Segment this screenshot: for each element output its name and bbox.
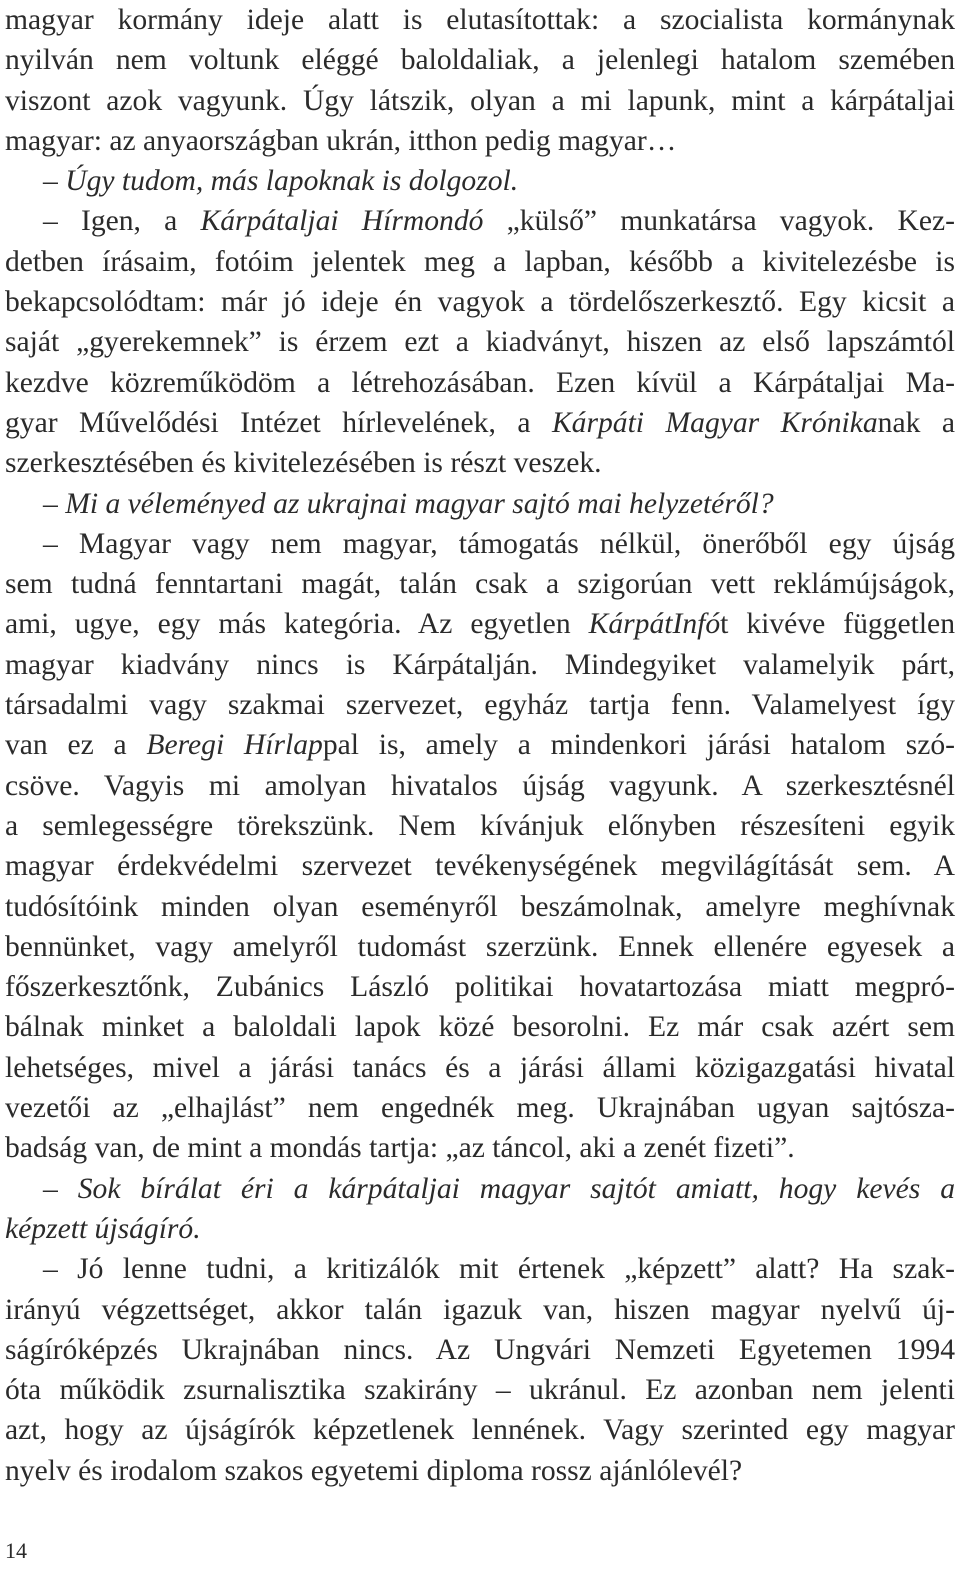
text-line [5, 1290, 955, 1330]
text-line [5, 645, 955, 685]
italic-text-run: Beregi Hírlap [146, 729, 323, 762]
page-body [5, 0, 955, 1491]
text-run: t kivéve független [720, 608, 955, 641]
text-line [5, 1370, 955, 1410]
text-run: ságíróképzés Ukrajnában nincs. Az Ungvári Nemzeti Egyetemen 1994 [5, 1333, 955, 1366]
text-line [5, 242, 955, 282]
text-line [5, 363, 955, 403]
text-run: lehetséges, mivel a járási tanács és a járási állami közigazgatási hivatal [5, 1051, 955, 1084]
text-line [5, 1169, 955, 1209]
italic-text-run: Úgy tudom, más lapoknak is dolgozol. [65, 165, 519, 198]
text-run: ami, ugye, egy más kategória. Az egyetlen [5, 608, 589, 641]
text-line [5, 1128, 955, 1168]
text-line [5, 443, 955, 483]
text-line [5, 1088, 955, 1128]
text-line [5, 846, 955, 886]
text-line [5, 40, 955, 80]
text-run: – Igen, a [43, 205, 201, 238]
text-line [5, 766, 955, 806]
text-line [5, 887, 955, 927]
text-line [5, 1330, 955, 1370]
text-run: – [43, 1172, 78, 1205]
text-run: – [43, 487, 66, 520]
text-line [5, 1249, 955, 1289]
text-run: szerkesztésében és kivitelezésében is részt veszek. [5, 447, 602, 480]
text-run: bekapcsolódtam: már jó ideje én vagyok a tördelőszerkesztő. Egy kicsit a [5, 286, 955, 319]
text-line [5, 564, 955, 604]
text-line [5, 927, 955, 967]
text-line [5, 282, 955, 322]
text-run: – Magyar vagy nem magyar, támogatás nélkül, önerőből egy újság [43, 527, 955, 560]
text-run: főszerkesztőnk, Zubánics László politikai hovatartozása miatt megpró- [5, 971, 955, 1004]
italic-text-run: Sok bírálat éri a kárpátaljai magyar sajtót amiatt, hogy kevés a [77, 1172, 955, 1205]
text-run: vezetői az „elhajlást” nem engednék meg. Ukrajnában ugyan sajtósza- [5, 1092, 955, 1125]
italic-text-run: Mi a véleményed az ukrajnai magyar sajtó mai helyzetéről? [65, 487, 774, 520]
text-line [5, 322, 955, 362]
italic-text-run: Kárpátaljai Hírmondó [200, 205, 484, 238]
text-run: óta működik zsurnalisztika szakirány – ukránul. Ez azonban nem jelenti [5, 1374, 955, 1407]
page-number: 14 [5, 1538, 27, 1563]
text-run: magyar kiadvány nincs is Kárpátalján. Mindegyiket valamelyik párt, [5, 648, 955, 681]
text-run: magyar érdekvédelmi szervezet tevékenységének megvilágítását sem. A [5, 850, 955, 883]
text-run: bennünket, vagy amelyről tudomást szerzünk. Ennek ellenére egyesek a [5, 930, 955, 963]
text-run: detben írásaim, fotóim jelentek meg a lapban, később a kivitelezésbe is [5, 245, 955, 278]
text-run: csöve. Vagyis mi amolyan hivatalos újság vagyunk. A szerkesztésnél [5, 769, 955, 802]
text-line [5, 0, 955, 40]
text-line [5, 403, 955, 443]
text-run: magyar: az anyaországban ukrán, itthon pedig magyar… [5, 124, 677, 157]
text-run: bálnak minket a baloldali lapok közé besorolni. Ez már csak azért sem [5, 1011, 955, 1044]
text-run: tudósítóink minden olyan eseményről beszámolnak, amelyre meghívnak [5, 890, 955, 923]
text-run: a semlegességre törekszünk. Nem kívánjuk előnyben részesíteni egyik [5, 809, 955, 842]
text-line [5, 1209, 955, 1249]
text-line [5, 1007, 955, 1047]
text-line [5, 161, 955, 201]
text-run: viszont azok vagyunk. Úgy látszik, olyan a mi lapunk, mint a kárpátaljai [5, 84, 955, 117]
text-line [5, 484, 955, 524]
text-run: irányú végzettséget, akkor talán igazuk van, hiszen magyar nyelvű új- [5, 1293, 955, 1326]
italic-text-run: Kárpáti Magyar Krónika [551, 406, 878, 439]
text-run: kezdve közreműködöm a létrehozásában. Ezen kívül a Kárpátaljai Ma- [5, 366, 955, 399]
text-run: nyilván nem voltunk eléggé baloldaliak, a jelenlegi hatalom szemében [5, 44, 955, 77]
text-run: azt, hogy az újságírók képzetlenek lennének. Vagy szerinted egy magyar [5, 1414, 955, 1447]
text-line [5, 201, 955, 241]
text-run: saját „gyerekemnek” is érzem ezt a kiadványt, hiszen az első lapszámtól [5, 326, 955, 359]
text-run: sem tudná fenntartani magát, talán csak a szigorúan vett reklámújságok, [5, 568, 955, 601]
text-line [5, 967, 955, 1007]
text-line [5, 685, 955, 725]
text-line [5, 121, 955, 161]
text-run: társadalmi vagy szakmai szervezet, egyház tartja fenn. Valamelyest így [5, 689, 955, 722]
text-run: nyelv és irodalom szakos egyetemi diploma rossz ajánlólevél? [5, 1454, 743, 1487]
text-run: – [43, 165, 66, 198]
text-line [5, 806, 955, 846]
text-run: „külső” munkatársa vagyok. Kez- [483, 205, 955, 238]
text-line [5, 1048, 955, 1088]
text-line [5, 725, 955, 765]
text-line [5, 1451, 955, 1491]
text-line [5, 1410, 955, 1450]
italic-text-run: képzett újságíró. [5, 1212, 201, 1245]
text-run: badság van, de mint a mondás tartja: „az táncol, aki a zenét fizeti”. [5, 1132, 795, 1165]
text-line [5, 524, 955, 564]
italic-text-run: KárpátInfó [588, 608, 721, 641]
text-run: nak a [877, 406, 956, 439]
text-line [5, 81, 955, 121]
text-run: magyar kormány ideje alatt is elutasítottak: a szocialista kormánynak [5, 4, 955, 36]
text-run: pal is, amely a mindenkori járási hatalom szó- [322, 729, 955, 762]
text-run: van ez a [5, 729, 147, 762]
text-line [5, 604, 955, 644]
text-run: gyar Művelődési Intézet hírlevelének, a [5, 406, 552, 439]
text-run: – Jó lenne tudni, a kritizálók mit értenek „képzett” alatt? Ha szak- [43, 1253, 955, 1286]
